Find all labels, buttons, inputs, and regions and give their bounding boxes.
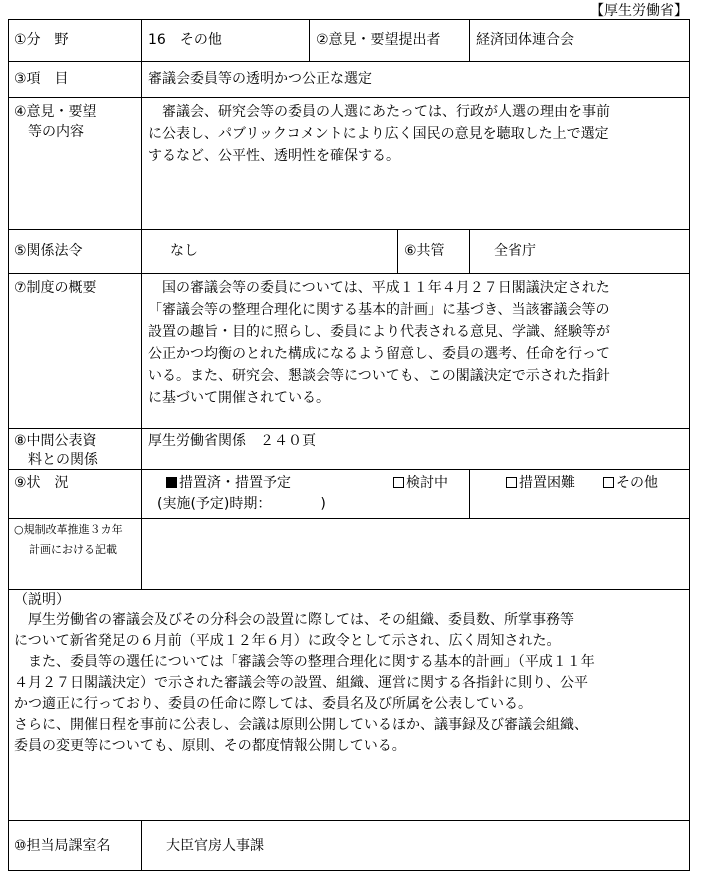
status-option-implemented[interactable]: 措置済・措置予定 bbox=[166, 474, 291, 492]
explanation-line: 委員の変更等についても、原則、その都度情報公開している。 bbox=[14, 738, 406, 754]
field-label: ①分 野 bbox=[14, 32, 69, 48]
request-line: に公表し、パブリックコメントにより広く国民の意見を聴取した上で選定 bbox=[148, 126, 609, 142]
overview-label: ⑦制度の概要 bbox=[14, 280, 97, 296]
status-label: ⑨状 況 bbox=[14, 475, 69, 491]
overview-line: 国の審議会等の委員については、平成１１年４月２７日閣議決定された bbox=[148, 280, 610, 296]
overview-line: に基づいて開催されている。 bbox=[148, 390, 330, 406]
checkbox-icon bbox=[393, 477, 404, 488]
interim-label-line: 料との関係 bbox=[14, 452, 98, 468]
submitter-label: ②意見・要望提出者 bbox=[316, 32, 441, 48]
jurisdiction-label: ⑥共管 bbox=[404, 243, 445, 259]
overview-line: いる。また、研究会、懇談会等についても、この閣議決定で示された指針 bbox=[148, 368, 610, 384]
explanation-line: 厚生労働省の審議会及びその分科会の設置に際しては、その組織、委員数、所掌事務等 bbox=[14, 612, 574, 628]
ministry-tag: 【厚生労働省】 bbox=[590, 3, 688, 19]
explanation-line: かつ適正に行っており、委員の任命に際しては、委員名及び所属を公表している。 bbox=[14, 696, 532, 712]
status-option-other[interactable]: その他 bbox=[603, 474, 658, 492]
laws-value: なし bbox=[170, 243, 198, 259]
item-label: ③項 目 bbox=[14, 71, 69, 87]
bureau-label: ⑩担当局課室名 bbox=[14, 838, 111, 854]
submitter-value: 経済団体連合会 bbox=[476, 32, 574, 48]
explanation-line: について新省発足の６月前（平成１２年６月）に政令として示され、広く周知された。 bbox=[14, 633, 561, 649]
bureau-value: 大臣官房人事課 bbox=[166, 838, 264, 854]
checkbox-icon bbox=[603, 477, 614, 488]
explanation-heading: （説明） bbox=[14, 592, 70, 608]
status-timing: (実施(予定)時期： ) bbox=[157, 496, 326, 512]
explanation-line: また、委員等の選任については「審議会等の整理合理化に関する基本的計画」（平成１１年 bbox=[14, 654, 595, 670]
overview-line: 設置の趣旨・目的に照らし、委員により代表される意見、学識、経験等が bbox=[148, 324, 610, 340]
explanation-line: ４月２７日閣議決定）で示された審議会等の設置、組織、運営に関する各指針に則り、公平 bbox=[14, 675, 588, 691]
interim-value: 厚生労働省関係 ２４０頁 bbox=[148, 433, 316, 449]
request-label-line: 等の内容 bbox=[14, 124, 84, 140]
jurisdiction-value: 全省庁 bbox=[494, 243, 536, 259]
three-year-plan-label-line: 計画における記載 bbox=[29, 543, 117, 556]
overview-line: 「審議会等の整理合理化に関する基本的計画」に基づき、当該審議会等の bbox=[148, 302, 610, 318]
laws-label: ⑤関係法令 bbox=[14, 243, 83, 259]
request-line: 審議会、研究会等の委員の人選にあたっては、行政が人選の理由を事前 bbox=[148, 104, 610, 120]
interim-label-line: ⑧中間公表資 bbox=[14, 433, 97, 449]
status-option-difficult[interactable]: 措置困難 bbox=[506, 474, 575, 492]
three-year-plan-label-line: ○規制改革推進３カ年 bbox=[14, 523, 123, 536]
explanation-line: さらに、開催日程を事前に公表し、会議は原則公開しているほか、議事録及び審議会組織、 bbox=[14, 717, 588, 733]
checkbox-checked-icon bbox=[166, 477, 177, 488]
item-value: 審議会委員等の透明かつ公正な選定 bbox=[148, 71, 372, 87]
status-option-under-review[interactable]: 検討中 bbox=[393, 474, 448, 492]
request-label-line: ④意見・要望 bbox=[14, 104, 97, 120]
checkbox-icon bbox=[506, 477, 517, 488]
field-value: 16 その他 bbox=[148, 32, 222, 48]
overview-line: 公正かつ均衡のとれた構成になるよう留意し、委員の選考、任命を行って bbox=[148, 346, 610, 362]
request-line: するなど、公平性、透明性を確保する。 bbox=[148, 148, 400, 164]
